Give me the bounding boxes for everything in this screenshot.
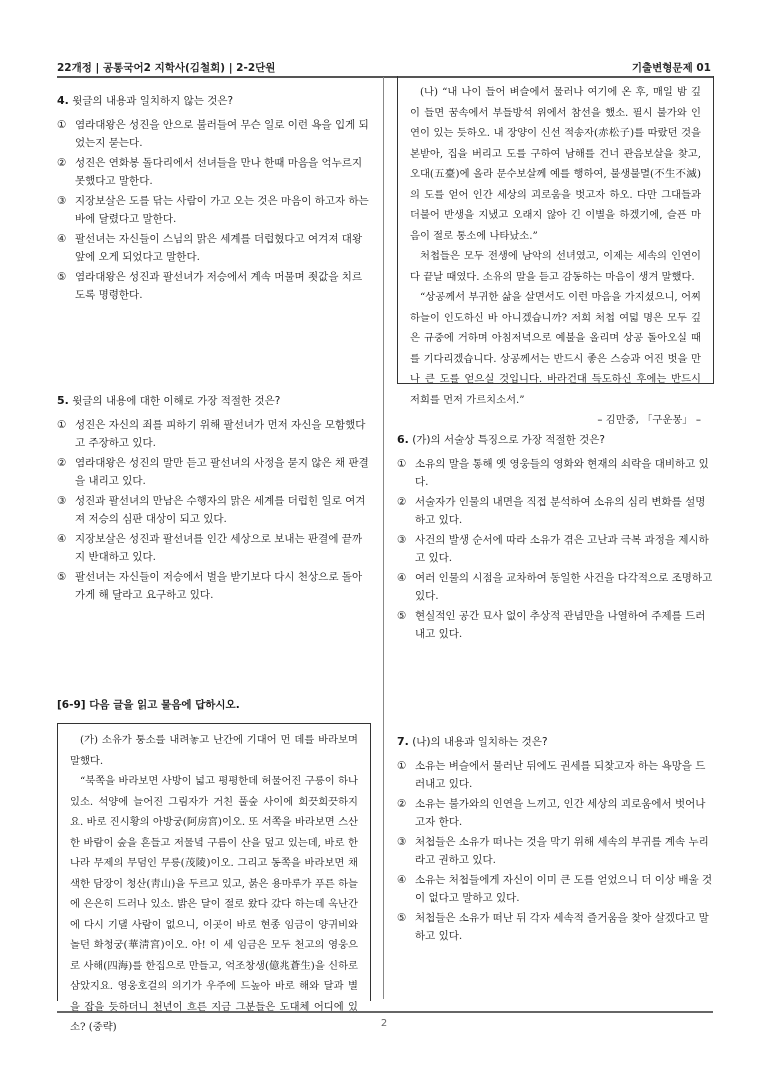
option-text: 현실적인 공간 묘사 없이 추상적 관념만을 나열하여 주제를 드러내고 있다. — [415, 610, 706, 640]
q5-option-5[interactable] — [57, 568, 371, 604]
q4-option-3[interactable] — [57, 192, 371, 228]
header-title: 22개정 | 공통국어2 지학사(김철회) | 2-2단원 — [57, 62, 276, 74]
passage-ga-text — [70, 730, 358, 1038]
q4-option-2[interactable] — [57, 154, 371, 190]
passage-na-box — [397, 76, 714, 426]
q4-option-5[interactable] — [57, 268, 371, 304]
q5-option-3[interactable] — [57, 492, 371, 528]
option-text: 염라대왕은 성진을 안으로 불러들여 무슨 일로 이런 욕을 입게 되었는지 묻는다. — [75, 119, 369, 149]
q6-option-1[interactable] — [397, 455, 715, 491]
option-text: 소유는 불가와의 인연을 느끼고, 인간 세상의 괴로움에서 벗어나고자 한다. — [415, 798, 706, 828]
question-7-stem: 7. (나)의 내용과 일치하는 것은? — [397, 735, 548, 748]
option-number: ⑤ — [57, 271, 67, 283]
question-7-options — [397, 757, 715, 945]
passage-paragraph: “북쪽을 바라보면 사방이 넓고 평평한데 허물어진 구릉이 하나 있소. 석양에 늘어진 그림자가 거친 풀숲 사이에 희끗희끗하지요. 바로 진시황의 아방궁(阿房宮)이오. 또 서쪽을 바라보면 스산한 바람이 숲을 흔들고 저물녘 구름이 산을 덮고 있는데, 바로 한나라 무제의 무덤인 무릉(茂陵)이오. 그리고 동쪽을 바라보면 채색한 담장이 청산(靑山)을 두르고 있고, 붉은 용마루가 푸른 하늘에 은은히 드러나 있소. 밝은 달이 절로 왔다 갔다 하는데 옥난간에 다시 기댈 사람이 없으니, 이곳이 바로 현종 임금이 양귀비와 놀던 화청궁(華淸宮)이오. 아! 이 세 임금은 모두 천고의 영웅으로 사해(四海)를 한집으로 만들고, 억조창생(億兆蒼生)을 신하로 삼았지요. 영웅호걸의 의기가 우주에 드높아 바로 해와 달과 별을 잡을 듯하더니 천년이 흐른 지금 그분들은 도대체 어디에 있소? (중략) — [70, 775, 358, 1033]
header-exam-label: 기출변형문제 01 — [631, 62, 711, 74]
question-5 — [57, 392, 371, 606]
q7-option-2[interactable] — [397, 795, 715, 831]
option-text: 성진과 팔선녀의 만남은 수행자의 맑은 세계를 더럽힌 일로 여겨져 저승의 심판 대상이 되고 있다. — [75, 495, 366, 525]
q4-option-1[interactable] — [57, 116, 371, 152]
column-divider — [383, 77, 384, 999]
passage-paragraph: “상공께서 부귀한 삶을 살면서도 이런 마음을 가지셨으니, 어찌 하늘이 인도하신 바 아니겠습니까? 저희 처첩 여덟 명은 모두 깊은 규중에 거하며 아침저녁으로 예불을 올리며 상공 돌아오실 때를 기다리겠습니다. 상공께서는 반드시 좋은 스승과 어진 벗을 만나 큰 도를 얻으실 것입니다. 바라건대 득도하신 후에는 반드시 저희를 먼저 가르치소서.” — [410, 291, 701, 406]
option-number: ③ — [57, 495, 67, 507]
option-text: 팔선녀는 자신들이 저승에서 벌을 받기보다 다시 천상으로 돌아가게 해 달라고 요구하고 있다. — [75, 571, 363, 601]
option-number: ① — [57, 119, 67, 131]
passage-paragraph: 처첩들은 모두 전생에 남악의 선녀였고, 이제는 세속의 인연이 다 끝날 때였다. 소유의 말을 듣고 감동하는 마음이 생겨 말했다. — [410, 250, 701, 283]
page-number: 2 — [380, 1018, 388, 1029]
question-4-options — [57, 116, 371, 304]
option-text: 소유의 말을 통해 옛 영웅들의 영화와 현재의 쇠락을 대비하고 있다. — [415, 458, 709, 488]
q7-option-3[interactable] — [397, 833, 715, 869]
question-4 — [57, 92, 371, 306]
option-text: 팔선녀는 자신들이 스님의 맑은 세계를 더럽혔다고 여겨져 대왕 앞에 오게 되었다고 말한다. — [75, 233, 363, 263]
question-7 — [397, 733, 715, 947]
question-6-options — [397, 455, 715, 643]
option-text: 소유는 처첩들에게 자신이 이미 큰 도를 얻었으니 더 이상 배울 것이 없다고 말하고 있다. — [415, 874, 713, 904]
option-number: ② — [397, 798, 407, 810]
section-heading: [6-9] 다음 글을 읽고 물음에 답하시오. — [57, 699, 240, 711]
option-text: 사건의 발생 순서에 따라 소유가 겪은 고난과 극복 과정을 제시하고 있다. — [415, 534, 709, 564]
option-text: 서술자가 인물의 내면을 직접 분석하여 소유의 심리 변화를 설명하고 있다. — [415, 496, 706, 526]
option-number: ④ — [397, 874, 407, 886]
q6-option-3[interactable] — [397, 531, 715, 567]
option-text: 염라대왕은 성진의 말만 듣고 팔선녀의 사정을 묻지 않은 채 판결을 내리고 있다. — [75, 457, 369, 487]
q5-option-2[interactable] — [57, 454, 371, 490]
footer-rule — [57, 1011, 713, 1013]
passage-na-text — [410, 82, 701, 410]
q5-option-1[interactable] — [57, 416, 371, 452]
option-number: ① — [57, 419, 67, 431]
q4-option-4[interactable] — [57, 230, 371, 266]
option-number: ⑤ — [397, 610, 407, 622]
passage-source: – 김만중, 「구운몽」 – — [597, 414, 701, 426]
option-number: ④ — [57, 233, 67, 245]
option-number: ② — [397, 496, 407, 508]
option-text: 지장보살은 성진과 팔선녀를 인간 세상으로 보내는 판결에 끝까지 반대하고 있다. — [75, 533, 363, 563]
question-5-stem: 5. 윗글의 내용에 대한 이해로 가장 적절한 것은? — [57, 394, 281, 407]
question-6-stem: 6. (가)의 서술상 특징으로 가장 적절한 것은? — [397, 433, 605, 446]
question-5-options — [57, 416, 371, 604]
option-text: 지장보살은 도를 닦는 사람이 가고 오는 것은 마음이 하고자 하는 바에 달렸다고 말한다. — [75, 195, 369, 225]
option-text: 성진은 연화봉 돌다리에서 선녀들을 만나 한때 마음을 억누르지 못했다고 말한다. — [75, 157, 363, 187]
q7-option-4[interactable] — [397, 871, 715, 907]
option-number: ④ — [397, 572, 407, 584]
option-text: 여러 인물의 시점을 교차하여 동일한 사건을 다각적으로 조명하고 있다. — [415, 572, 713, 602]
option-number: ① — [397, 458, 407, 470]
option-number: ② — [57, 157, 67, 169]
option-number: ④ — [57, 533, 67, 545]
q6-option-5[interactable] — [397, 607, 715, 643]
q6-option-2[interactable] — [397, 493, 715, 529]
q6-option-4[interactable] — [397, 569, 715, 605]
option-text: 소유는 벼슬에서 물러난 뒤에도 권세를 되찾고자 하는 욕망을 드러내고 있다. — [415, 760, 706, 790]
option-number: ⑤ — [397, 912, 407, 924]
q5-option-4[interactable] — [57, 530, 371, 566]
option-number: ③ — [57, 195, 67, 207]
option-number: ⑤ — [57, 571, 67, 583]
option-text: 처첩들은 소유가 떠난 뒤 각자 세속적 즐거움을 찾아 살겠다고 말하고 있다. — [415, 912, 709, 942]
q7-option-1[interactable] — [397, 757, 715, 793]
option-text: 처첩들은 소유가 떠나는 것을 막기 위해 세속의 부귀를 계속 누리라고 권하고 있다. — [415, 836, 709, 866]
option-number: ③ — [397, 534, 407, 546]
question-6 — [397, 431, 715, 645]
passage-paragraph: (나) “내 나이 들어 벼슬에서 물러나 여기에 온 후, 매일 밤 깊이 들면 꿈속에서 부들방석 위에서 참선을 했소. 필시 불가와 인연이 있는 듯하오. 내 장양이 신선 적송자(赤松子)를 따랐던 것을 본받아, 집을 버리고 도를 구하여 남해를 건너 관음보살을 찾고, 오대(五臺)에 올라 문수보살께 예를 행하여, 불생불멸(不生不滅)의 도를 얻어 인간 세상의 괴로움을 벗고자 하오. 다만 그대들과 더불어 반생을 지냈고 오래지 않아 긴 이별을 하겠기에, 슬픈 마음이 절로 통소에 나타났소.” — [410, 86, 701, 242]
option-text: 염라대왕은 성진과 팔선녀가 저승에서 계속 머물며 죗값을 치르도록 명령한다. — [75, 271, 363, 301]
option-text: 성진은 자신의 죄를 피하기 위해 팔선녀가 먼저 자신을 모함했다고 주장하고 있다. — [75, 419, 366, 449]
question-4-stem: 4. 윗글의 내용과 일치하지 않는 것은? — [57, 94, 234, 107]
option-number: ① — [397, 760, 407, 772]
passage-paragraph: (가) 소유가 퉁소를 내려놓고 난간에 기대어 먼 데를 바라보며 말했다. — [70, 734, 358, 767]
q7-option-5[interactable] — [397, 909, 715, 945]
option-number: ② — [57, 457, 67, 469]
passage-ga-box — [57, 723, 371, 1033]
option-number: ③ — [397, 836, 407, 848]
